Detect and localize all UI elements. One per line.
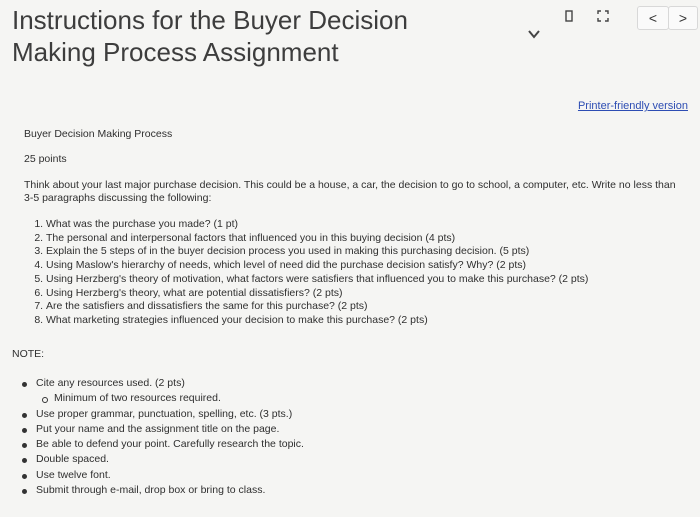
sub-list <box>36 391 304 406</box>
notes-list <box>14 376 304 498</box>
list-item: 2. The personal and interpersonal factors that influenced you in this buying decision (4 pts) <box>46 232 588 246</box>
question-list <box>16 218 588 328</box>
list-item: Submit through e-mail, drop box or bring to class. <box>36 483 304 498</box>
page-title <box>12 4 492 68</box>
list-item: Use twelve font. <box>36 468 304 483</box>
list-item: Be able to defend your point. Carefully research the topic. <box>36 437 304 452</box>
previous-button[interactable]: < <box>637 6 669 30</box>
sub-list-item: Minimum of two resources required. <box>54 391 304 406</box>
printer-friendly-link[interactable]: Printer-friendly version <box>577 100 688 112</box>
list-item: Put your name and the assignment title on the page. <box>36 422 304 437</box>
assignment-name: Buyer Decision Making Process <box>24 128 173 140</box>
list-item: Use proper grammar, punctuation, spelling, etc. (3 pts.) <box>36 407 304 422</box>
chevron-down-icon[interactable] <box>527 29 541 39</box>
bookmark-icon[interactable] <box>565 10 573 22</box>
fullscreen-icon[interactable] <box>597 10 609 22</box>
list-item: 1. What was the purchase you made? (1 pt) <box>46 218 588 232</box>
list-item: 8. What marketing strategies influenced your decision to make this purchase? (2 pts) <box>46 314 588 328</box>
list-item: 3. Explain the 5 steps of in the buyer decision process you used in making this purchasing decision. (5 pts) <box>46 245 588 259</box>
note-label: NOTE: <box>12 348 45 360</box>
next-button[interactable]: > <box>668 6 698 30</box>
list-item-text: Cite any resources used. (2 pts) <box>36 377 185 389</box>
page-title-line-1: Instructions for the Buyer Decision <box>12 5 408 35</box>
list-item: 6. Using Herzberg's theory, what are potential dissatisfiers? (2 pts) <box>46 287 588 301</box>
list-item: 7. Are the satisfiers and dissatisfiers the same for this purchase? (2 pts) <box>46 300 588 314</box>
list-item <box>36 376 304 407</box>
list-item: 4. Using Maslow's hierarchy of needs, which level of need did the purchase decision satisfy? Why? (2 pts) <box>46 259 588 273</box>
list-item: 5. Using Herzberg's theory of motivation, what factors were satisfiers that influenced you to make this purchase? (2 pts) <box>46 273 588 287</box>
list-item: Double spaced. <box>36 452 304 467</box>
assignment-intro: Think about your last major purchase decision. This could be a house, a car, the decision to go to school, a computer, etc. Write no less than 3-5 paragraphs discussing the following: <box>24 179 676 204</box>
assignment-points: 25 points <box>24 153 67 165</box>
page-title-line-2: Making Process Assignment <box>12 37 339 67</box>
